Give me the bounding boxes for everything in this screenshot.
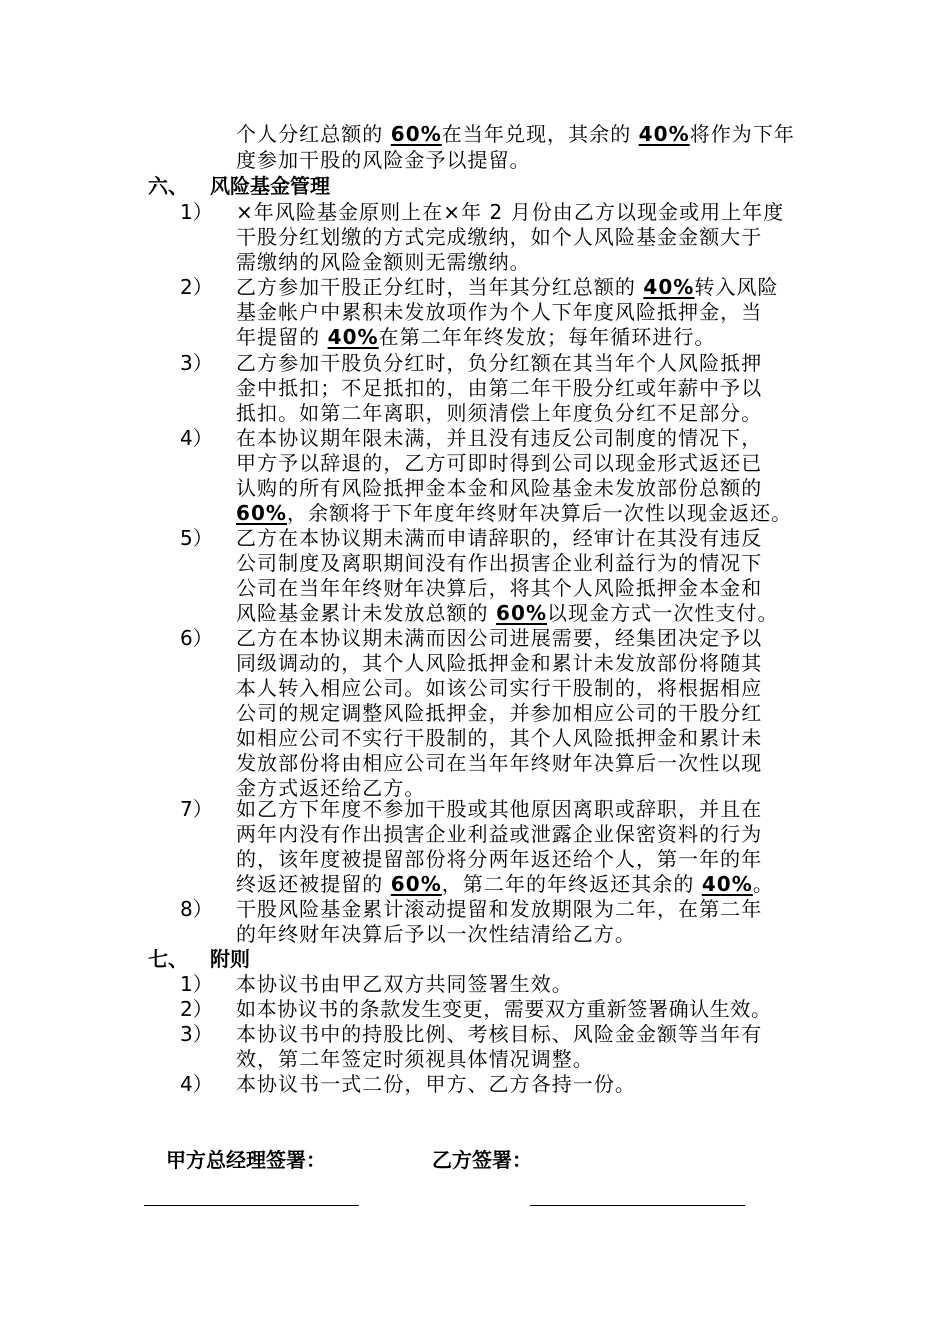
section-title: 风险基金管理: [210, 174, 330, 198]
item-text: 效，第二年签定时须视具体情况调整。: [236, 1047, 594, 1071]
item-text: 的，该年度被提留部份将分两年返还给个人，第一年的年: [236, 847, 763, 871]
item-number: 2）: [180, 997, 213, 1021]
item-text: 如本协议书的条款发生变更，需要双方重新签署确认生效。: [236, 997, 772, 1021]
item-text-part: ，第二年的年终返还其余的: [441, 872, 702, 896]
party-b-signature-line[interactable]: [530, 1205, 745, 1206]
item-text: 本协议书一式二份，甲方、乙方各持一份。: [236, 1072, 636, 1096]
item-text: 公司的规定调整风险抵押金，并参加相应公司的干股分红: [236, 701, 763, 725]
item-text: 本协议书由甲乙双方共同签署生效。: [236, 972, 573, 996]
item-text: [236, 500, 792, 526]
item-text: 干股分红划缴的方式完成缴纳，如个人风险基金金额大于: [236, 225, 763, 249]
percent-value: 60%: [390, 872, 442, 896]
item-text: 在本协议期年限未满，并且没有违反公司制度的情况下，: [236, 426, 763, 450]
item-text: 公司制度及离职期间没有作出损害企业利益行为的情况下: [236, 551, 763, 575]
item-text-part: ，余额将于下年度年终财年决算后一次性以现金返还。: [287, 501, 793, 525]
item-text: 发放部份将由相应公司在当年年终财年决算后一次性以现: [236, 751, 763, 775]
item-number: 1）: [180, 972, 213, 996]
item-text: [236, 274, 779, 300]
item-text-part: 转入风险: [694, 275, 779, 299]
item-text-part: 终返还被提留的: [236, 872, 391, 896]
percent-value: 40%: [643, 275, 695, 299]
intro-line-2: 度参加干股的风险金予以提留。: [236, 148, 531, 172]
item-text-part: 风险基金累计未发放总额的: [236, 601, 497, 625]
intro-line-1: [236, 121, 795, 147]
item-text: 公司在当年年终财年决算后，将其个人风险抵押金本金和: [236, 576, 763, 600]
item-text-part: 。: [752, 872, 774, 896]
party-a-signature-line[interactable]: [144, 1205, 359, 1206]
item-text: 本人转入相应公司。如该公司实行干股制的，将根据相应: [236, 676, 763, 700]
item-text: 同级调动的，其个人风险抵押金和累计未发放部份将随其: [236, 651, 763, 675]
percent-value: 40%: [701, 872, 753, 896]
percent-value: 40%: [638, 122, 690, 146]
item-text: [236, 871, 774, 897]
item-text: 如乙方下年度不参加干股或其他原因离职或辞职，并且在: [236, 797, 763, 821]
item-text: 基金帐户中累积未发放项作为个人下年度风险抵押金，当: [236, 300, 763, 324]
party-b-signature-label: 乙方签署：: [432, 1148, 532, 1172]
section-7-heading: [148, 946, 250, 972]
intro-text: 将作为下年: [689, 122, 795, 146]
item-text: [236, 600, 779, 626]
item-text: 本协议书中的持股比例、考核目标、风险金金额等当年有: [236, 1022, 763, 1046]
item-number: 6）: [180, 626, 213, 650]
section-number: 六、: [148, 174, 188, 198]
item-number: 3）: [180, 351, 213, 375]
item-text: 甲方予以辞退的，乙方可即时得到公司以现金形式返还已: [236, 451, 763, 475]
item-text: 乙方在本协议期未满而申请辞职的，经审计在其没有违反: [236, 526, 763, 550]
item-text: 的年终财年决算后予以一次性结清给乙方。: [236, 922, 636, 946]
party-a-signature-label: 甲方总经理签署：: [166, 1148, 326, 1172]
item-number: 5）: [180, 526, 213, 550]
section-number: 七、: [148, 947, 188, 971]
item-number: 1）: [180, 200, 213, 224]
item-text: 金中抵扣；不足抵扣的，由第二年干股分红或年薪中予以: [236, 376, 763, 400]
item-text: 需缴纳的风险金额则无需缴纳。: [236, 250, 531, 274]
item-text: 抵扣。如第二年离职，则须清偿上年度负分红不足部分。: [236, 401, 763, 425]
percent-value: 60%: [236, 501, 288, 525]
item-text-part: 以现金方式一次性支付。: [547, 601, 779, 625]
percent-value: 40%: [327, 325, 379, 349]
item-text-part: 年提留的: [236, 325, 328, 349]
item-number: 4）: [180, 426, 213, 450]
item-text: 认购的所有风险抵押金本金和风险基金未发放部份总额的: [236, 476, 763, 500]
item-text: 金方式返还给乙方。: [236, 776, 426, 800]
item-text-part: 在第二年年终发放；每年循环进行。: [378, 325, 716, 349]
item-text: 如相应公司不实行干股制的，其个人风险抵押金和累计未: [236, 726, 763, 750]
item-text-part: 乙方参加干股正分红时，当年其分红总额的: [236, 275, 644, 299]
item-text: ×年风险基金原则上在×年 2 月份由乙方以现金或用上年度: [236, 200, 785, 224]
item-number: 8）: [180, 897, 213, 921]
intro-text: 在当年兑现，其余的: [441, 122, 639, 146]
percent-value: 60%: [390, 122, 442, 146]
item-number: 3）: [180, 1022, 213, 1046]
percent-value: 60%: [496, 601, 548, 625]
item-number: 7）: [180, 797, 213, 821]
intro-text: 个人分红总额的: [236, 122, 391, 146]
item-text: [236, 324, 715, 350]
item-text: 乙方参加干股负分红时，负分红额在其当年个人风险抵押: [236, 351, 763, 375]
section-6-heading: [148, 173, 330, 199]
item-text: 两年内没有作出损害企业利益或泄露企业保密资料的行为: [236, 822, 763, 846]
item-text: 乙方在本协议期未满而因公司进展需要，经集团决定予以: [236, 626, 763, 650]
item-number: 2）: [180, 275, 213, 299]
item-number: 4）: [180, 1072, 213, 1096]
item-text: 干股风险基金累计滚动提留和发放期限为二年，在第二年: [236, 897, 763, 921]
section-title: 附则: [210, 947, 250, 971]
